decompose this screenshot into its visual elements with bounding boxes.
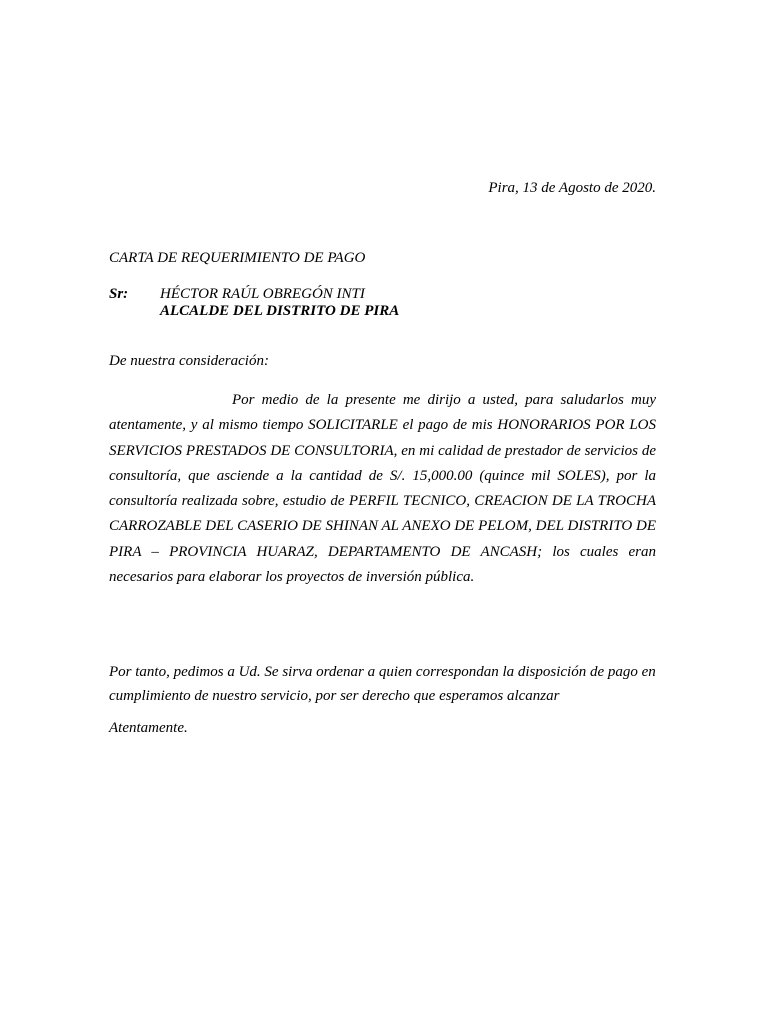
date-line: Pira, 13 de Agosto de 2020. bbox=[488, 180, 656, 196]
greeting: De nuestra consideración: bbox=[109, 353, 269, 369]
recipient-name: HÉCTOR RAÚL OBREGÓN INTI bbox=[160, 286, 365, 302]
recipient-label: Sr: bbox=[109, 286, 129, 302]
closing-paragraph: Por tanto, pedimos a Ud. Se sirva ordenar a quien correspondan la disposición de pago en cumplimiento de nuestro servicio, por ser derecho que esperamos alcanzar bbox=[109, 664, 656, 704]
body-paragraph: Por medio de la presente me dirijo a usted, para saludarlos muy atentamente, y al mismo tiempo SOLICITARLE el pago de mis HONORARIOS POR LOS SERVICIOS PRESTADOS DE CONSULTORIA, en mi calidad de prestador de servicios de consultoría, que asciende a la cantidad de S/. 15,000.00 (quince mil SOLES), por la consultoría realizada sobre, estudio de PERFIL TECNICO, CREACION DE LA TROCHA CARROZABLE DEL CASERIO DE SHINAN AL ANEXO DE PELOM, DEL DISTRITO DE PIRA – PROVINCIA HUARAZ, DEPARTAMENTO DE ANCASH; los cuales eran necesarios para elaborar los proyectos de inversión pública. bbox=[109, 392, 656, 586]
signoff: Atentamente. bbox=[109, 720, 188, 736]
recipient-title: ALCALDE DEL DISTRITO DE PIRA bbox=[160, 303, 400, 319]
letter-subject: CARTA DE REQUERIMIENTO DE PAGO bbox=[109, 250, 366, 266]
